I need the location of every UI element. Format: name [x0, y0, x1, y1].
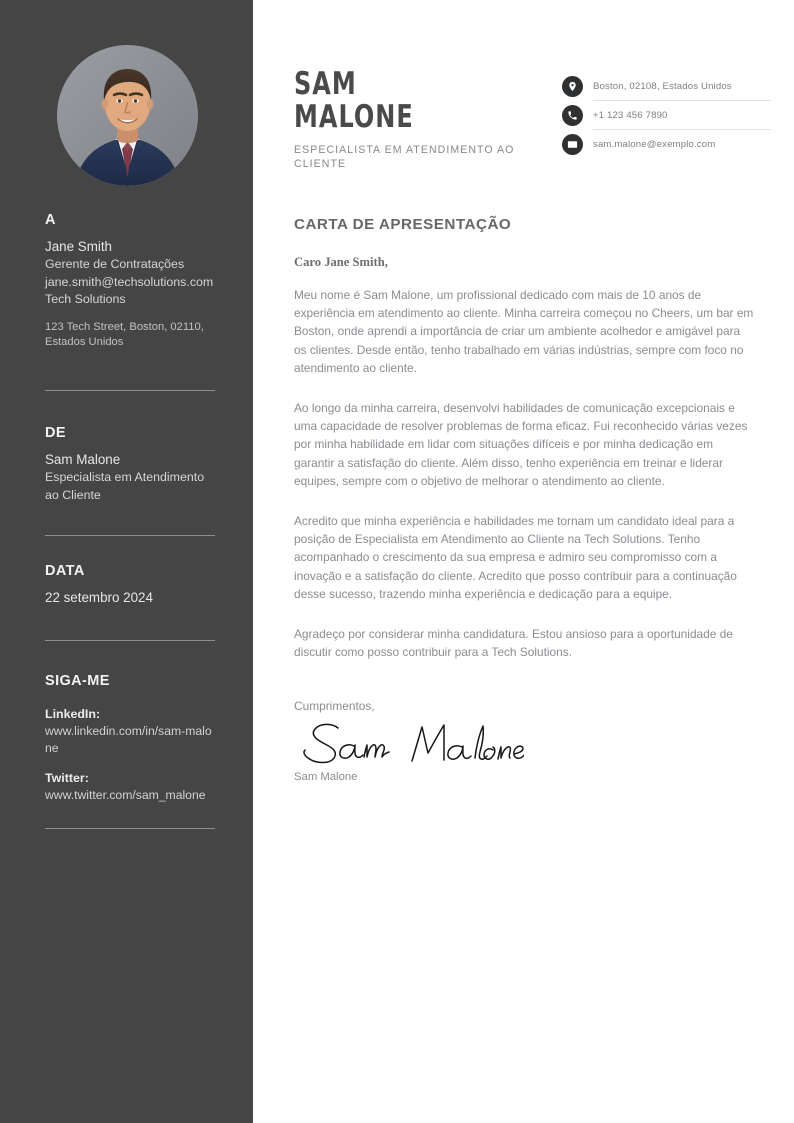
sidebar-divider-2 [45, 535, 215, 536]
recipient-email: jane.smith@techsolutions.com [45, 274, 214, 289]
recipient-heading: A [45, 212, 56, 228]
recipient-block [45, 212, 217, 351]
contact-row-location[interactable] [562, 72, 762, 101]
envelope-icon [562, 134, 583, 155]
name-block [294, 68, 544, 171]
signature [294, 719, 756, 771]
first-name: SAM [294, 66, 357, 102]
date-value: 22 setembro 2024 [45, 590, 153, 605]
date-block [45, 563, 217, 607]
contact-list [562, 72, 762, 159]
recipient-name: Jane Smith [45, 239, 112, 254]
twitter-url[interactable]: www.twitter.com/sam_malone [45, 788, 206, 802]
contact-row-email[interactable] [562, 130, 762, 159]
main-content [253, 0, 794, 1123]
location-pin-icon [562, 76, 583, 97]
follow-heading: SIGA-ME [45, 673, 110, 689]
avatar [57, 45, 198, 186]
twitter-label: Twitter: [45, 771, 89, 785]
job-title: ESPECIALISTA EM ATENDIMENTO AO CLIENTE [294, 144, 515, 170]
phone-icon [562, 105, 583, 126]
sidebar-divider-1 [45, 390, 215, 391]
date-heading: DATA [45, 563, 85, 579]
sidebar-divider-3 [45, 640, 215, 641]
recipient-title: Gerente de Contratações [45, 257, 185, 271]
last-name: MALONE [294, 99, 414, 135]
sidebar [0, 0, 253, 1123]
sender-heading: DE [45, 425, 66, 441]
linkedin-label: LinkedIn: [45, 707, 101, 721]
recipient-address: 123 Tech Street, Boston, 02110, Estados Unidos [45, 320, 204, 348]
sender-block [45, 425, 217, 504]
closing-line: Cumprimentos, [294, 699, 375, 714]
contact-row-phone[interactable] [562, 101, 762, 130]
contact-phone-text: +1 123 456 7890 [593, 110, 668, 121]
recipient-company: Tech Solutions [45, 292, 126, 306]
sender-title: Especialista em Atendimento ao Cliente [45, 470, 205, 502]
contact-email-text: sam.malone@exemplo.com [593, 139, 716, 150]
follow-block [45, 673, 217, 804]
portrait-photo-icon [57, 45, 198, 186]
salutation: Caro Jane Smith, [294, 255, 388, 269]
sender-name: Sam Malone [45, 452, 121, 467]
linkedin-url[interactable]: www.linkedin.com/in/sam-malone [45, 724, 212, 755]
paragraph-3: Acredito que minha experiência e habilidades me tornam um candidato ideal para a posição de Especialista em Atendimento ao Cliente na Tech Solutions. Tenho acompanhado o crescimento da sua empresa e admiro seu compromisso com a inovação e a satisfação do cliente. Acredito que posso contribuir para a continuação desse sucesso, trazendo minha experiência e dedicação para a equipe. [294, 514, 737, 601]
signature-icon [294, 719, 524, 771]
paragraph-1: Meu nome é Sam Malone, um profissional dedicado com mais de 10 anos de experiência em atendimento ao cliente. Minha carreira começou no Cheers, um bar em Boston, onde aprendi a importância de criar um ambiente acolhedor e amigável para os clientes. Desde então, tenho trabalhado em várias indústrias, sempre com foco no atendimento ao cliente. [294, 288, 754, 375]
contact-location-text: Boston, 02108, Estados Unidos [593, 81, 732, 92]
letter-body [294, 216, 756, 783]
sidebar-divider-4 [45, 828, 215, 829]
paragraph-2: Ao longo da minha carreira, desenvolvi habilidades de comunicação excepcionais e uma capacidade de resolver problemas de forma eficaz. Fui reconhecido várias vezes por minha habilidade em lidar com situações difíceis e por minha dedicação em garantir a satisfação do cliente. Além disso, tenho experiência em treinar e liderar equipes, sempre com o objetivo de melhorar o atendimento ao cliente. [294, 401, 748, 488]
signature-name: Sam Malone [294, 771, 358, 784]
paragraph-4: Agradeço por considerar minha candidatura. Estou ansioso para a oportunidade de discutir como posso contribuir para a Tech Solutions. [294, 627, 733, 660]
letter-title: CARTA DE APRESENTAÇÃO [294, 216, 512, 233]
